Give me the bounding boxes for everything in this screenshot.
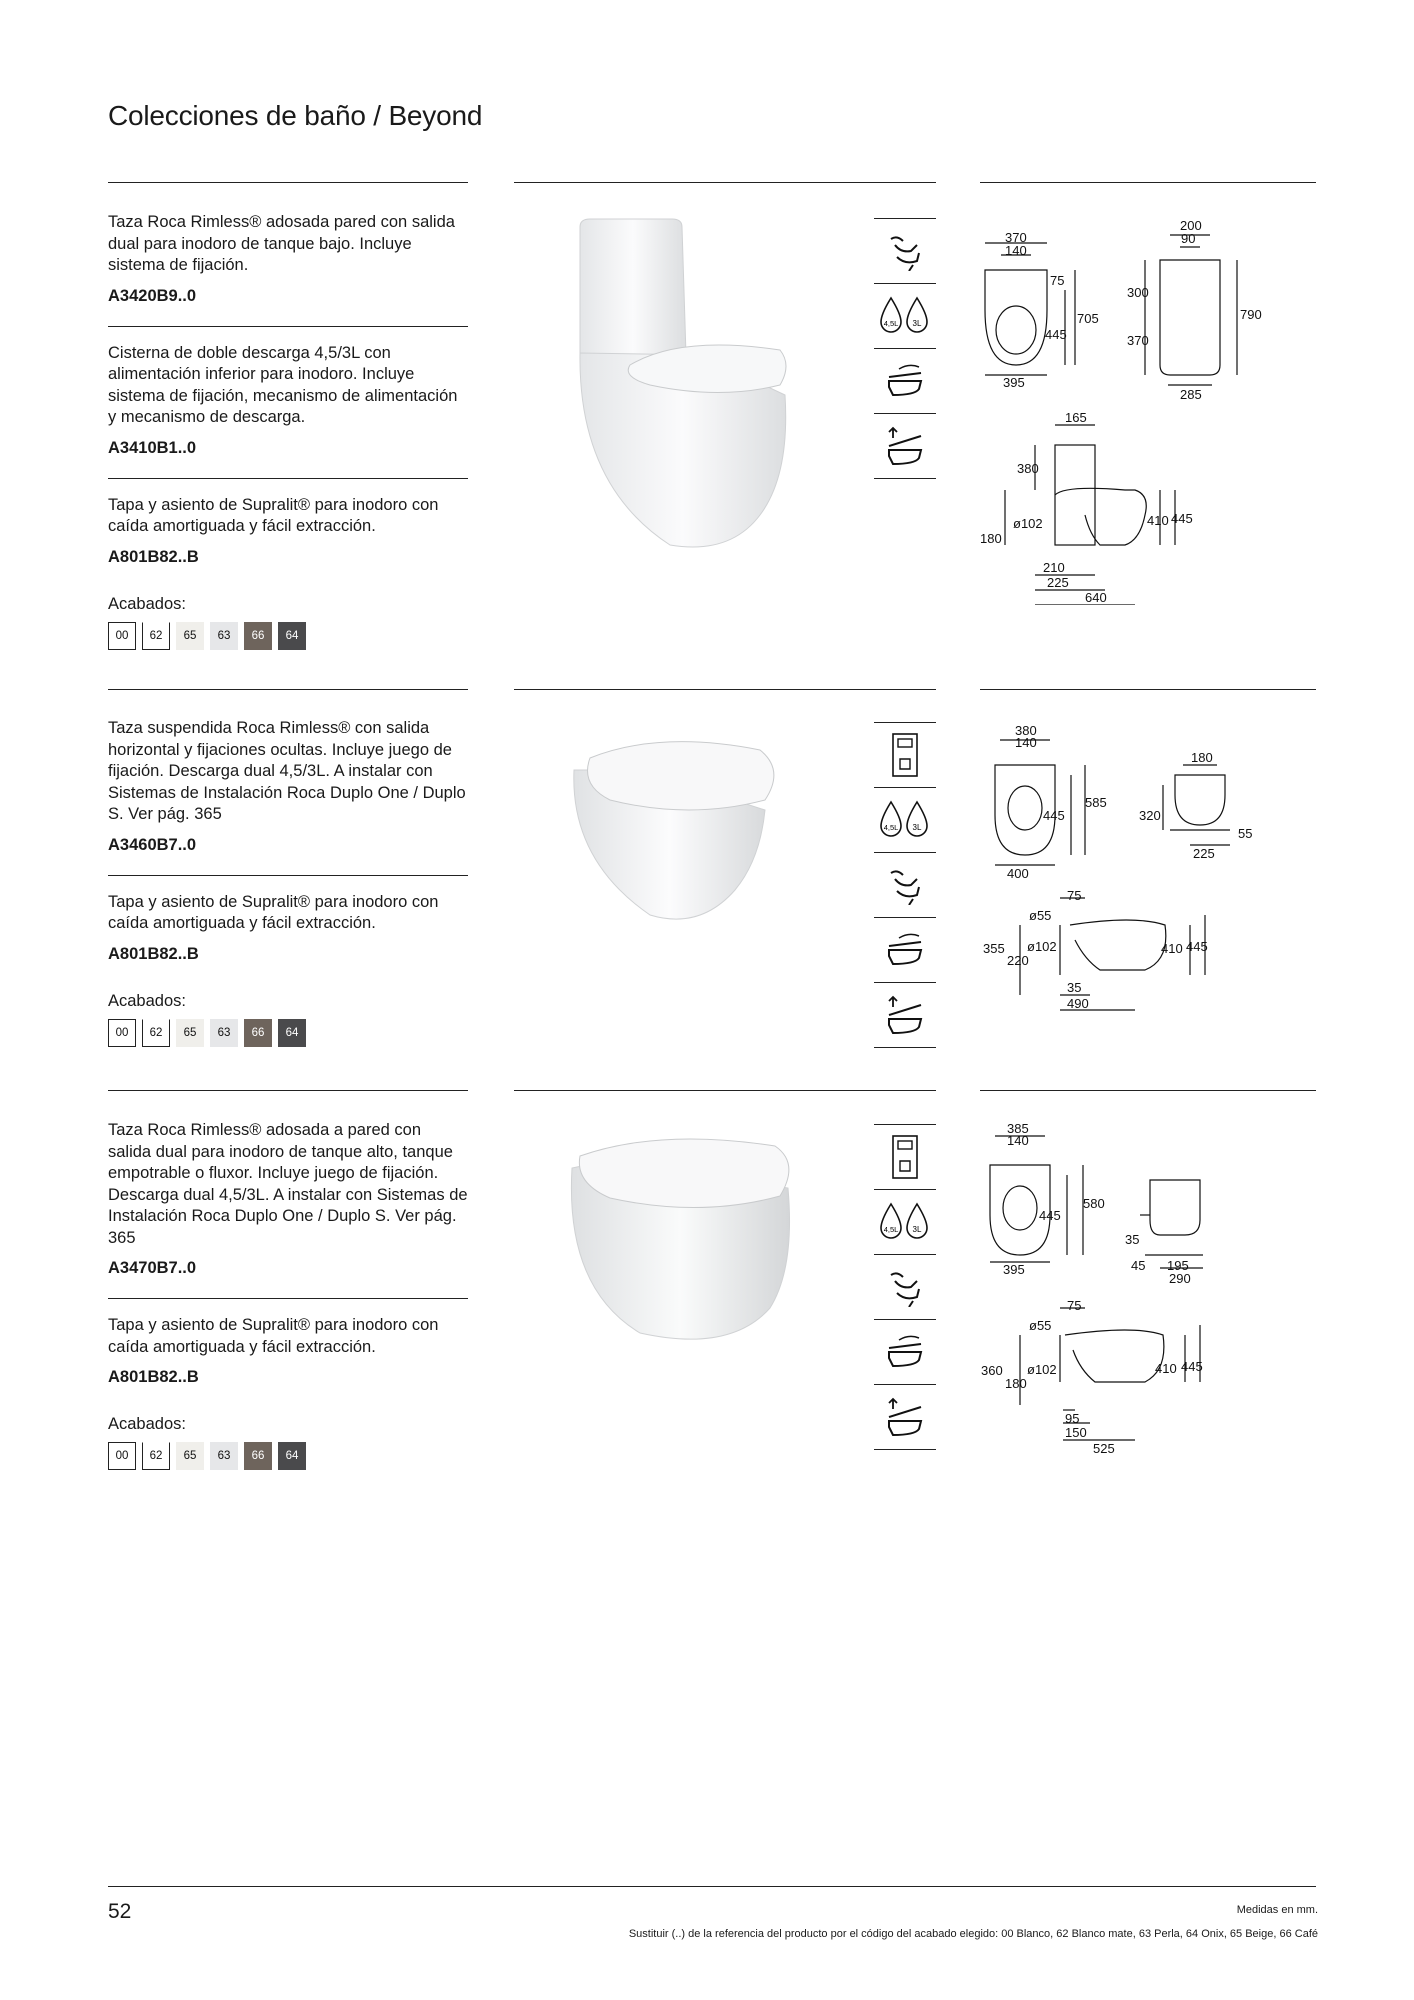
dimension-label: 490: [1067, 996, 1089, 1011]
dimension-label: 395: [1003, 1262, 1025, 1277]
dimension-label: 385: [1007, 1121, 1029, 1136]
dimension-label: 410: [1155, 1361, 1177, 1376]
divider: [514, 1090, 936, 1091]
flush-label: 4,5L: [883, 1225, 899, 1234]
dimension-label: 370: [1005, 230, 1027, 245]
dimension-label: 445: [1171, 511, 1193, 526]
divider: [108, 689, 468, 690]
dual-flush-icon: [874, 788, 936, 853]
divider: [980, 689, 1316, 690]
feature-icons-2: [874, 722, 936, 1048]
divider: [980, 1090, 1316, 1091]
finish-swatch: 64: [278, 622, 306, 650]
finish-swatches: [108, 622, 468, 650]
product-description: Taza Roca Rimless® adosada pared con salida dual para inodoro de tanque bajo. Incluye sistema de fijación.: [108, 213, 455, 274]
soft-close-seat-icon: [874, 1320, 936, 1385]
flush-label: 4,5L: [883, 823, 899, 832]
dimension-label: 380: [1017, 461, 1039, 476]
divider: [108, 875, 468, 876]
product-3-text: [108, 1120, 468, 1470]
dimension-label: 445: [1181, 1359, 1203, 1374]
dimension-label: 140: [1007, 1133, 1029, 1148]
soft-close-seat-icon: [874, 349, 936, 414]
dimension-label: 140: [1015, 735, 1037, 750]
finish-swatch: 64: [278, 1442, 306, 1470]
dimension-label: 445: [1043, 808, 1065, 823]
product-code: A3410B1..0: [108, 438, 197, 457]
dimension-label: 585: [1085, 795, 1107, 810]
finish-swatch: 00: [108, 1019, 136, 1047]
dimension-label: 285: [1180, 387, 1202, 402]
close-coupled-toilet-image: [560, 215, 800, 555]
divider: [108, 478, 468, 479]
dimension-label: 410: [1147, 513, 1169, 528]
installation-frame-icon: [874, 1125, 936, 1190]
finish-swatch: 64: [278, 1019, 306, 1047]
dimension-label: 195: [1167, 1258, 1189, 1273]
finish-swatch: 65: [176, 1019, 204, 1047]
dimension-label: 370: [1127, 333, 1149, 348]
easy-removal-seat-icon: [874, 414, 936, 479]
dimension-label: 705: [1077, 311, 1099, 326]
finish-swatch: 62: [142, 1442, 170, 1470]
easy-removal-seat-icon: [874, 983, 936, 1048]
dimension-label: 45: [1131, 1258, 1146, 1273]
dimension-label: 75: [1067, 888, 1082, 903]
finish-swatch: 00: [108, 1442, 136, 1470]
dimension-label: 290: [1169, 1271, 1191, 1286]
dimension-label: 180: [1005, 1376, 1027, 1391]
finish-swatch: 66: [244, 1019, 272, 1047]
dimension-label: 445: [1186, 939, 1208, 954]
dimension-label: 400: [1007, 866, 1029, 881]
product-description: Taza Roca Rimless® adosada a pared con salida dual para inodoro de tanque alto, tanque empotrable o fluxor. Incluye juego de fijación. Descarga dual 4,5/3L. A instalar con Sistemas de Instalación Roca Duplo One / Duplo S. Ver pág. 365: [108, 1121, 468, 1247]
dimension-label: 355: [983, 941, 1005, 956]
technical-drawing-3: [975, 1120, 1325, 1470]
product-code: A801B82..B: [108, 547, 199, 566]
installation-frame-icon: [874, 723, 936, 788]
dimension-label: 95: [1065, 1411, 1080, 1426]
dimension-label: ø55: [1029, 1318, 1052, 1333]
rimless-icon: [874, 1255, 936, 1320]
dimension-label: 35: [1067, 980, 1082, 995]
product-description: Tapa y asiento de Supralit® para inodoro con caída amortiguada y fácil extracción.: [108, 495, 439, 535]
finish-swatch: 62: [142, 622, 170, 650]
divider: [514, 182, 936, 183]
dimension-label: 790: [1240, 307, 1262, 322]
dimension-label: ø55: [1029, 908, 1052, 923]
divider: [980, 182, 1316, 183]
dimension-label: 360: [981, 1363, 1003, 1378]
finish-swatch: 65: [176, 1442, 204, 1470]
finish-swatches: [108, 1442, 468, 1470]
footer-note-finishes: Sustituir (..) de la referencia del producto por el código del acabado elegido: 00 Blanco, 62 Blanco mate, 63 Perla, 64 Onix, 65 Beige, 66 Café: [628, 1928, 1318, 1940]
dimension-label: 140: [1005, 243, 1027, 258]
dimension-label: 395: [1003, 375, 1025, 390]
dimension-label: 200: [1180, 218, 1202, 233]
dimension-label: 580: [1083, 1196, 1105, 1211]
dimension-label: 220: [1007, 953, 1029, 968]
flush-label: 3L: [912, 319, 922, 328]
dual-flush-icon: [874, 1190, 936, 1255]
footer-note-units: Medidas en mm.: [1236, 1904, 1318, 1916]
dimension-label: 445: [1039, 1208, 1061, 1223]
dimension-label: 445: [1045, 327, 1067, 342]
product-description: Cisterna de doble descarga 4,5/3L con alimentación inferior para inodoro. Incluye sistema de fijación, mecanismo de alimentación y mecanismo de descarga.: [108, 343, 458, 426]
feature-icons-3: [874, 1124, 936, 1450]
dimension-label: 525: [1093, 1441, 1115, 1456]
divider: [514, 689, 936, 690]
product-2-text: [108, 718, 468, 1047]
back-to-wall-toilet-image: [560, 1118, 820, 1348]
finish-swatch: 65: [176, 622, 204, 650]
dimension-label: ø102: [1027, 939, 1057, 954]
rimless-icon: [874, 853, 936, 918]
technical-drawing-1: [975, 215, 1325, 605]
rimless-icon: [874, 219, 936, 284]
dimension-label: 75: [1050, 273, 1065, 288]
dimension-label: 75: [1067, 1298, 1082, 1313]
dimension-label: 380: [1015, 723, 1037, 738]
dimension-label: ø102: [1027, 1362, 1057, 1377]
footer-divider: [108, 1886, 1316, 1887]
easy-removal-seat-icon: [874, 1385, 936, 1450]
dimension-label: 150: [1065, 1425, 1087, 1440]
finishes-label: Acabados:: [108, 991, 186, 1010]
dimension-label: 35: [1125, 1232, 1140, 1247]
product-1-text: [108, 212, 468, 650]
feature-icons-1: [874, 218, 936, 479]
dimension-label: 410: [1161, 941, 1183, 956]
product-code: A3420B9..0: [108, 286, 197, 305]
page-title: Colecciones de baño / Beyond: [108, 100, 483, 131]
finish-swatch: 66: [244, 622, 272, 650]
divider: [108, 1090, 468, 1091]
soft-close-seat-icon: [874, 918, 936, 983]
finish-swatch: 66: [244, 1442, 272, 1470]
divider: [108, 1298, 468, 1299]
dimension-label: 640: [1085, 590, 1107, 605]
finish-swatch: 63: [210, 1442, 238, 1470]
finish-swatch: 62: [142, 1019, 170, 1047]
finish-swatch: 00: [108, 622, 136, 650]
dimension-label: 225: [1193, 846, 1215, 861]
dimension-label: 180: [1191, 750, 1213, 765]
dimension-label: 300: [1127, 285, 1149, 300]
product-description: Tapa y asiento de Supralit® para inodoro con caída amortiguada y fácil extracción.: [108, 1316, 439, 1356]
flush-label: 4,5L: [883, 319, 899, 328]
finish-swatch: 63: [210, 1019, 238, 1047]
product-code: A801B82..B: [108, 1368, 199, 1386]
dimension-label: 225: [1047, 575, 1069, 590]
dimension-label: 320: [1139, 808, 1161, 823]
technical-drawing-2: [975, 720, 1325, 1030]
divider: [108, 326, 468, 327]
dimension-label: 90: [1181, 231, 1196, 246]
product-code: A3470B7..0: [108, 1259, 197, 1277]
finish-swatches: [108, 1019, 468, 1047]
dual-flush-icon: [874, 284, 936, 349]
dimension-label: ø102: [1013, 516, 1043, 531]
dimension-label: 180: [980, 531, 1002, 546]
dimension-label: 165: [1065, 410, 1087, 425]
divider: [108, 182, 468, 183]
product-description: Taza suspendida Roca Rimless® con salida horizontal y fijaciones ocultas. Incluye juego de fijación. Descarga dual 4,5/3L. A instalar con Sistemas de Instalación Roca Duplo One / Duplo S. Ver pág. 365: [108, 719, 466, 823]
finish-swatch: 63: [210, 622, 238, 650]
wall-hung-toilet-image: [560, 730, 800, 930]
flush-label: 3L: [912, 823, 922, 832]
finishes-label: Acabados:: [108, 594, 186, 613]
product-code: A3460B7..0: [108, 835, 197, 854]
finishes-label: Acabados:: [108, 1415, 186, 1433]
flush-label: 3L: [912, 1225, 922, 1234]
product-code: A801B82..B: [108, 944, 199, 963]
dimension-label: 210: [1043, 560, 1065, 575]
product-description: Tapa y asiento de Supralit® para inodoro con caída amortiguada y fácil extracción.: [108, 892, 439, 932]
page-number: 52: [108, 1900, 132, 1923]
dimension-label: 55: [1238, 826, 1253, 841]
